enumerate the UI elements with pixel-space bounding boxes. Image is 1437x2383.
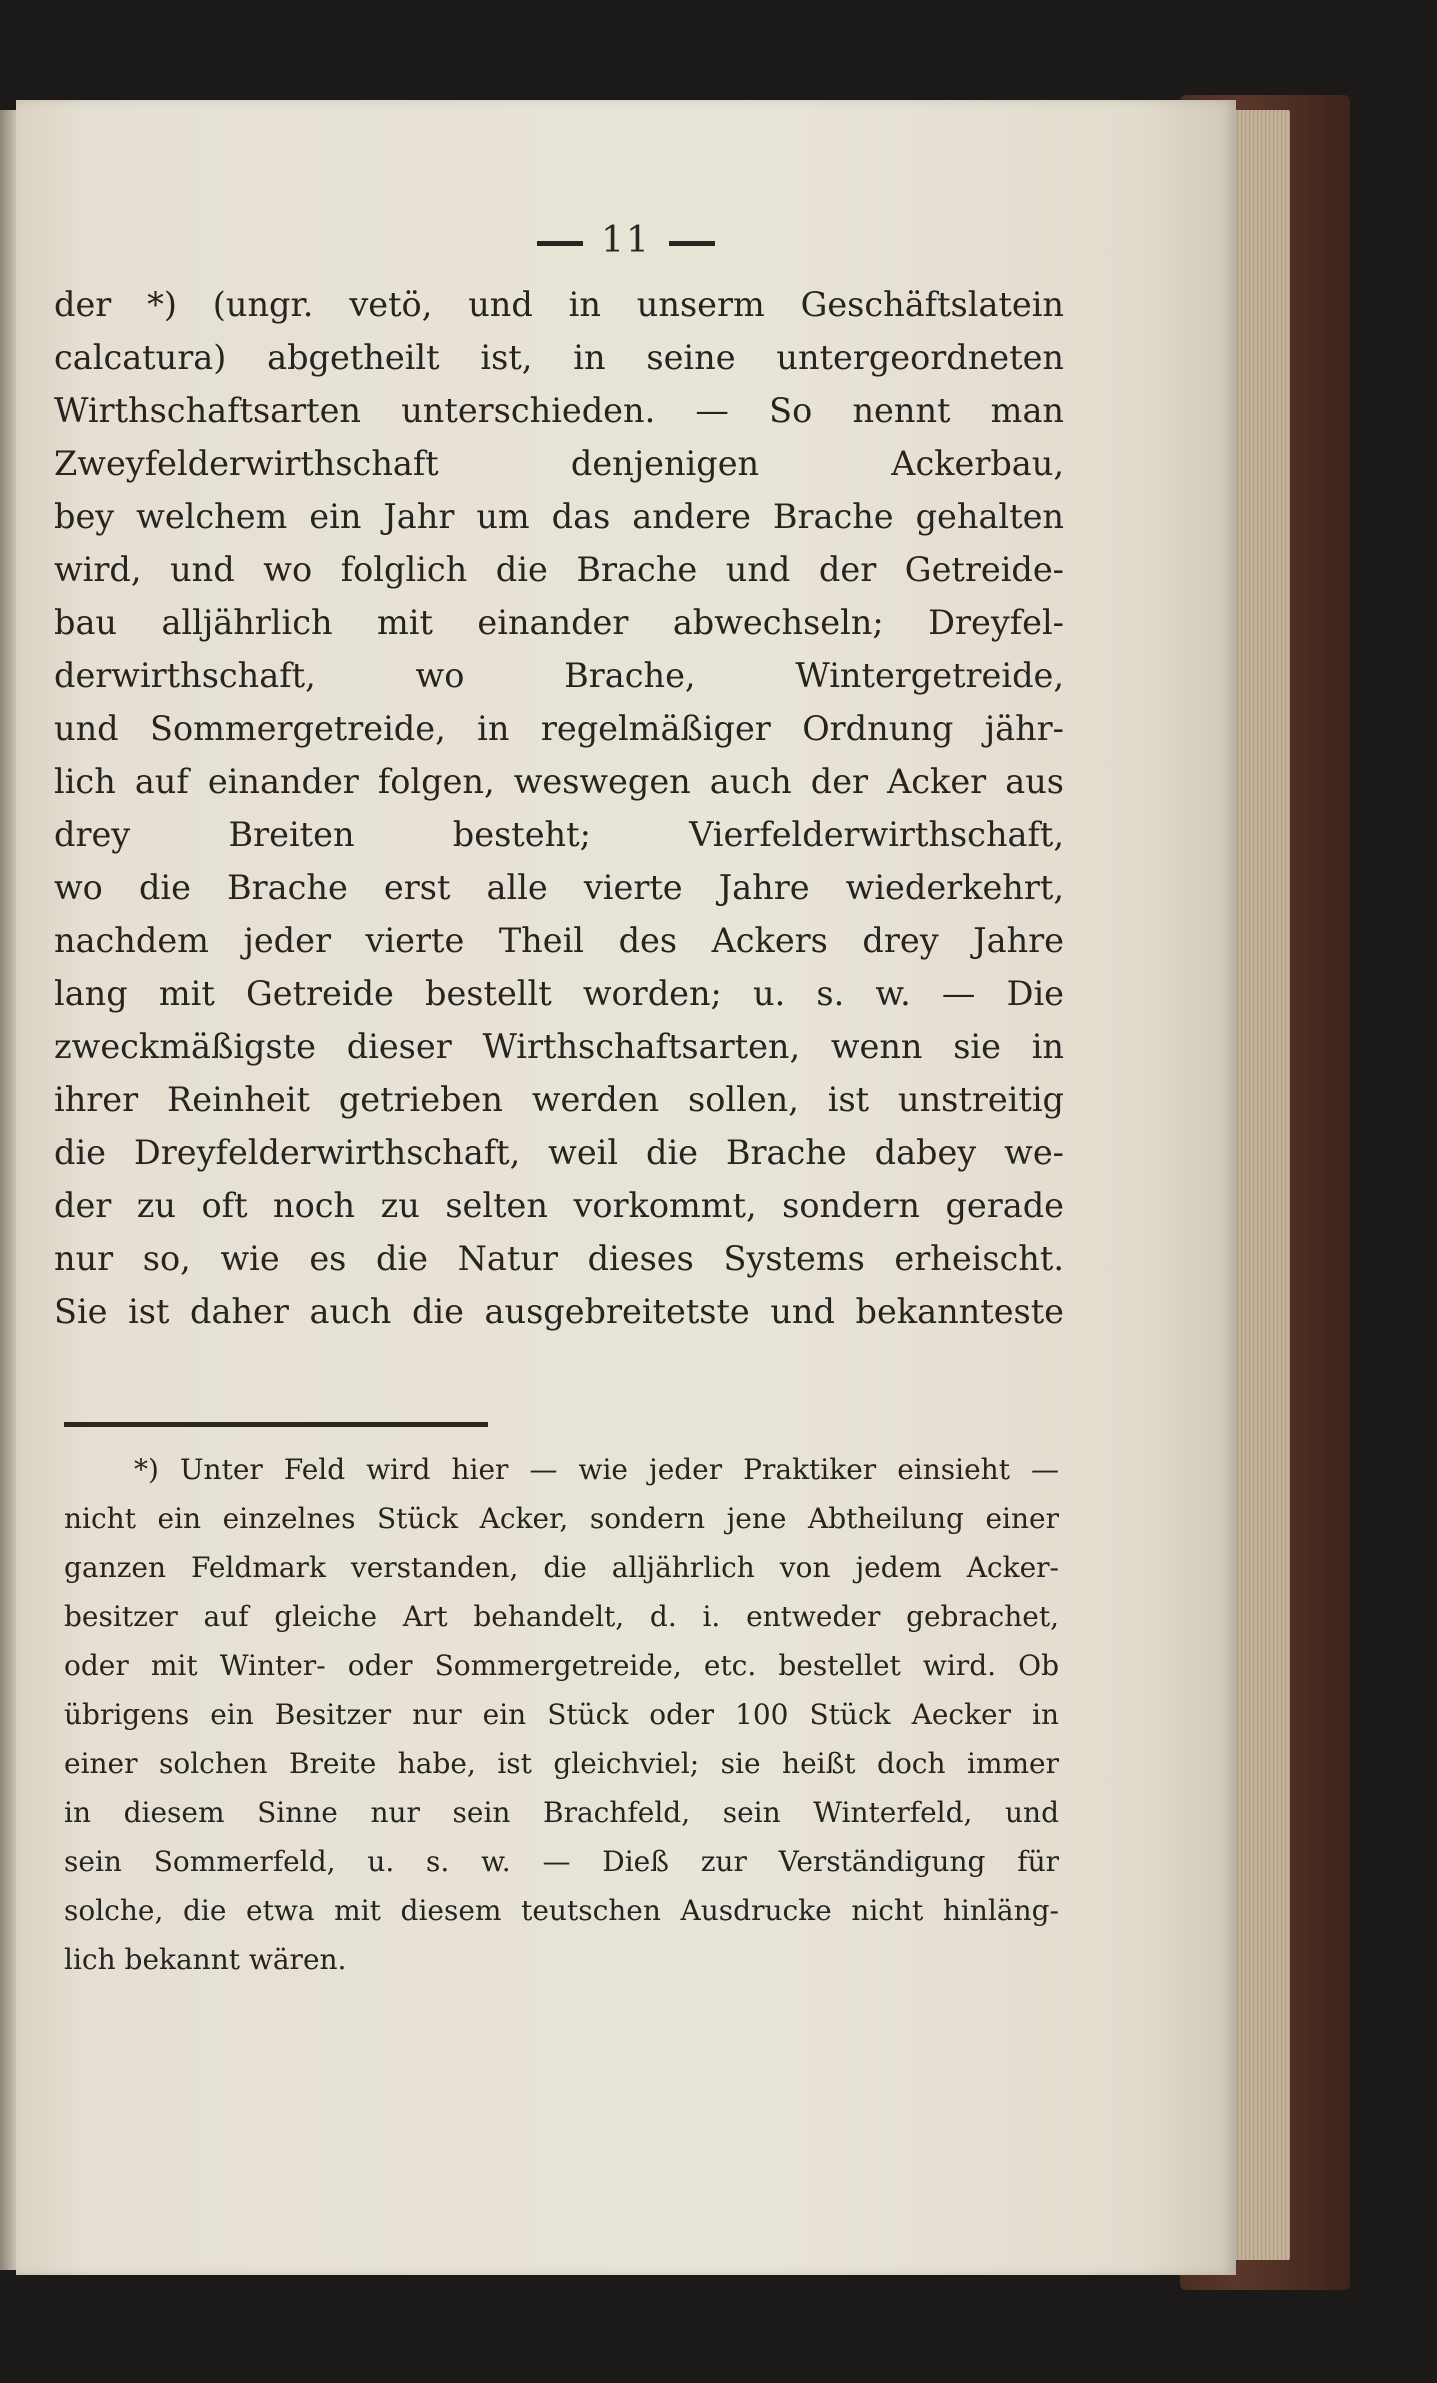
book-page — [16, 100, 1236, 2275]
footnote-line: besitzer auf gleiche Art behandelt, d. i. entweder gebrachet, — [64, 1600, 1059, 1633]
text-line: calcatura) abgetheilt ist, in seine untergeordneten — [54, 338, 1064, 377]
footnote-line: ganzen Feldmark verstanden, die alljährlich von jedem Acker- — [64, 1551, 1059, 1584]
text-line: drey Breiten besteht; Vierfelderwirthschaft, — [54, 815, 1064, 854]
footnote — [64, 1445, 1059, 1984]
page-number: 11 — [601, 220, 651, 261]
text-line: nachdem jeder vierte Theil des Ackers drey Jahre — [54, 921, 1064, 960]
text-line: Zweyfelderwirthschaft denjenigen Ackerbau, — [54, 444, 1064, 483]
footnote-line: nicht ein einzelnes Stück Acker, sondern jene Abtheilung einer — [64, 1502, 1059, 1535]
footnote-line: *) Unter Feld wird hier — wie jeder Praktiker einsieht — — [134, 1453, 1059, 1486]
footnote-rule — [64, 1422, 488, 1427]
text-line: nur so, wie es die Natur dieses Systems erheischt. — [54, 1239, 1064, 1278]
footnote-line: sein Sommerfeld, u. s. w. — Dieß zur Verständigung für — [64, 1845, 1059, 1878]
main-text — [54, 278, 1064, 1338]
footnote-line: lich bekannt wären. — [64, 1943, 347, 1976]
text-line: wird, und wo folglich die Brache und der Getreide- — [54, 550, 1064, 589]
header-dash-right — [669, 241, 715, 246]
text-line: bau alljährlich mit einander abwechseln; Dreyfel- — [54, 603, 1064, 642]
text-line: wo die Brache erst alle vierte Jahre wiederkehrt, — [54, 868, 1064, 907]
footnote-line: übrigens ein Besitzer nur ein Stück oder 100 Stück Aecker in — [64, 1698, 1059, 1731]
footnote-line: einer solchen Breite habe, ist gleichviel; sie heißt doch immer — [64, 1747, 1059, 1780]
footnote-line: in diesem Sinne nur sein Brachfeld, sein Winterfeld, und — [64, 1796, 1059, 1829]
text-line: lich auf einander folgen, weswegen auch der Acker aus — [54, 762, 1064, 801]
text-line: und Sommergetreide, in regelmäßiger Ordnung jähr- — [54, 709, 1064, 748]
facing-page-edge — [0, 110, 16, 2270]
text-line: bey welchem ein Jahr um das andere Brache gehalten — [54, 497, 1064, 536]
page-header — [16, 220, 1236, 261]
text-line: Wirthschaftsarten unterschieden. — So nennt man — [54, 391, 1064, 430]
text-line: die Dreyfelderwirthschaft, weil die Brache dabey we- — [54, 1133, 1064, 1172]
footnote-line: oder mit Winter- oder Sommergetreide, etc. bestellet wird. Ob — [64, 1649, 1059, 1682]
text-line: lang mit Getreide bestellt worden; u. s. w. — Die — [54, 974, 1064, 1013]
text-line: derwirthschaft, wo Brache, Wintergetreide, — [54, 656, 1064, 695]
text-line: Sie ist daher auch die ausgebreitetste und bekannteste — [54, 1292, 1064, 1331]
text-line: zweckmäßigste dieser Wirthschaftsarten, wenn sie in — [54, 1027, 1064, 1066]
footnote-line: solche, die etwa mit diesem teutschen Ausdrucke nicht hinläng- — [64, 1894, 1059, 1927]
text-line: der zu oft noch zu selten vorkommt, sondern gerade — [54, 1186, 1064, 1225]
header-dash-left — [537, 241, 583, 246]
text-line: ihrer Reinheit getrieben werden sollen, ist unstreitig — [54, 1080, 1064, 1119]
text-line: der *) (ungr. vetö, und in unserm Geschäftslatein — [54, 285, 1064, 324]
